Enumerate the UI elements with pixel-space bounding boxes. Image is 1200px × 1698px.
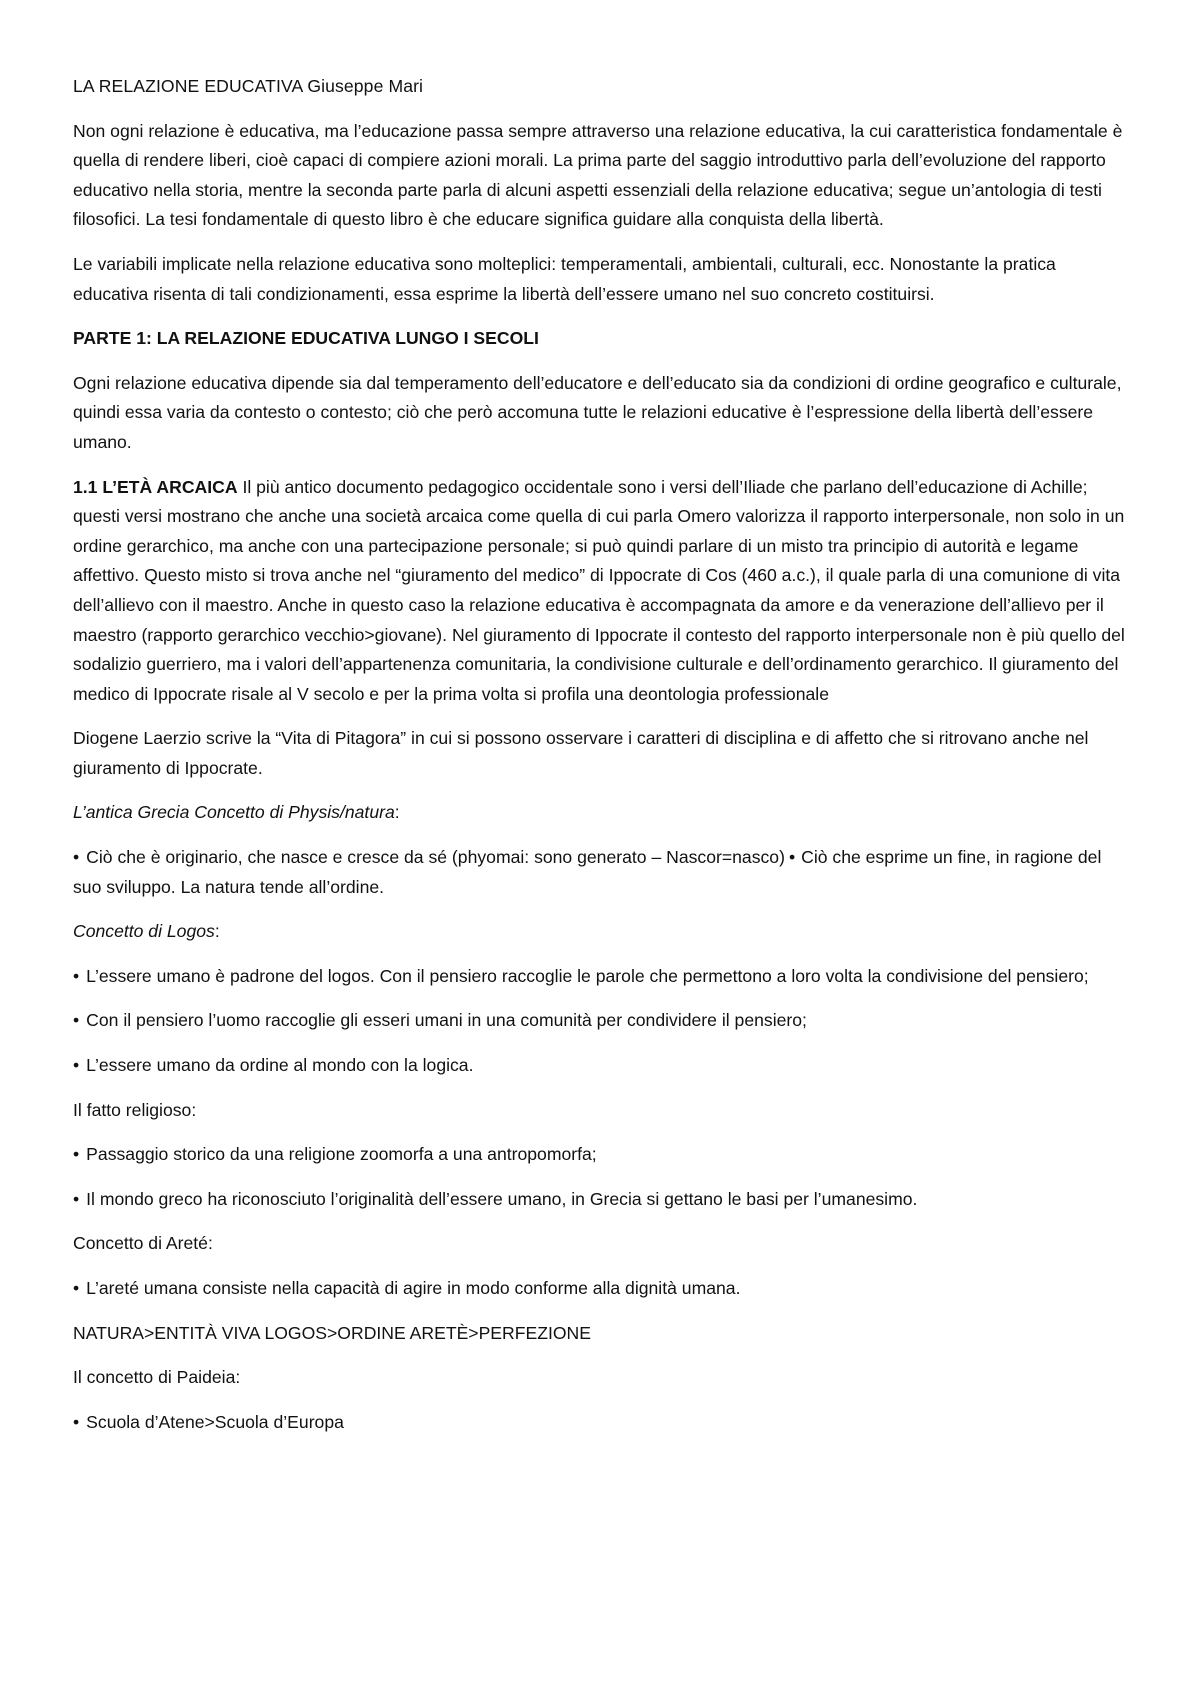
physis-bullet-1: • Ciò che è originario, che nasce e cresce da sé (phyomai: sono generato – Nascor=nasco) xyxy=(73,847,785,867)
logos-heading-line xyxy=(73,917,1133,947)
section-1-1-paragraph xyxy=(73,473,1133,710)
document-page xyxy=(73,72,1133,1452)
logos-bullet-3: • L’essere umano da ordine al mondo con la logica. xyxy=(73,1051,1133,1081)
physis-heading: L’antica Grecia Concetto di Physis/natura xyxy=(73,802,395,823)
part1-paragraph-1: Ogni relazione educativa dipende sia dal temperamento dell’educatore e dell’educato sia da condizioni di ordine geografico e culturale, quindi essa varia da contesto o contesto; ciò che però accomuna tutte le relazioni educative è l’espressione della libertà dell’essere umano. xyxy=(73,372,1122,452)
document-title: LA RELAZIONE EDUCATIVA Giuseppe Mari xyxy=(73,76,424,96)
logos-colon: : xyxy=(214,921,220,942)
logos-bullet-2: • Con il pensiero l’uomo raccoglie gli esseri umani in una comunità per condividere il pensiero; xyxy=(73,1006,1133,1036)
logos-bullet-1: • L’essere umano è padrone del logos. Con il pensiero raccoglie le parole che permettono a loro volta la condivisione del pensiero; xyxy=(73,962,1133,992)
section-1-1-text: Il più antico documento pedagogico occidentale sono i versi dell’Iliade che parlano dell’educazione di Achille; questi versi mostrano che anche una società arcaica come quella di cui parla Omero valorizza il rapporto interpersonale, non solo in un ordine gerarchico, ma anche con una partecipazione personale; si può quindi parlare di un misto tra principio di autorità e legame affettivo. Questo misto si trova anche nel “giuramento del medico” di Ippocrate di Cos (460 a.c.), il quale parla di una comunione di vita dell’allievo con il maestro. Anche in questo caso la relazione educativa è accompagnata da amore e da venerazione dell’allievo per il maestro (rapporto gerarchico vecchio>giovane). Nel giuramento di Ippocrate il contesto del rapporto interpersonale non è più quello del sodalizio guerriero, ma i valori dell’appartenenza comunitaria, la condivisione culturale e dell’ordinamento gerarchico. Il giuramento del medico di Ippocrate risale al V secolo e per la prima volta si profila una deontologia professionale xyxy=(73,476,1125,704)
logos-heading: Concetto di Logos xyxy=(73,921,215,942)
religious-bullet-1: • Passaggio storico da una religione zoomorfa a una antropomorfa; xyxy=(73,1140,1133,1170)
physis-colon: : xyxy=(394,802,400,823)
religious-bullet-2: • Il mondo greco ha riconosciuto l’originalità dell’essere umano, in Grecia si gettano le basi per l’umanesimo. xyxy=(73,1185,1133,1215)
intro-paragraph-1: Non ogni relazione è educativa, ma l’educazione passa sempre attraverso una relazione educativa, la cui caratteristica fondamentale è quella di rendere liberi, cioè capaci di compiere azioni morali. La prima parte del saggio introduttivo parla dell’evoluzione del rapporto educativo nella storia, mentre la seconda parte parla di alcuni aspetti essenziali della relazione educativa; segue un’antologia di testi filosofici. La tesi fondamentale di questo libro è che educare significa guidare alla conquista della libertà. xyxy=(73,120,1123,230)
section-1-1-label: 1.1 L’ETÀ ARCAICA xyxy=(73,476,238,497)
religious-heading: Il fatto religioso: xyxy=(73,1099,197,1120)
physis-bullets xyxy=(73,843,1133,902)
summary-line: NATURA>ENTITÀ VIVA LOGOS>ORDINE ARETÈ>PERFEZIONE xyxy=(73,1322,591,1343)
paideia-heading: Il concetto di Paideia: xyxy=(73,1367,241,1388)
arete-heading: Concetto di Areté: xyxy=(73,1233,213,1254)
physis-heading-line xyxy=(73,798,1133,828)
part1-heading: PARTE 1: LA RELAZIONE EDUCATIVA LUNGO I SECOLI xyxy=(73,328,539,349)
diogene-paragraph: Diogene Laerzio scrive la “Vita di Pitagora” in cui si possono osservare i caratteri di disciplina e di affetto che si ritrovano anche nel giuramento di Ippocrate. xyxy=(73,728,1089,778)
arete-bullet-1: • L’areté umana consiste nella capacità di agire in modo conforme alla dignità umana. xyxy=(73,1274,1133,1304)
paideia-bullet-1: • Scuola d’Atene>Scuola d’Europa xyxy=(73,1408,1133,1438)
intro-paragraph-2: Le variabili implicate nella relazione educativa sono molteplici: temperamentali, ambientali, culturali, ecc. Nonostante la pratica educativa risenta di tali condizionamenti, essa esprime la libertà dell’essere umano nel suo concreto costituirsi. xyxy=(73,253,1056,304)
physis-bullet-2: • Ciò che esprime un fine, in ragione del suo sviluppo. La natura tende all’ordine. xyxy=(73,847,1101,897)
